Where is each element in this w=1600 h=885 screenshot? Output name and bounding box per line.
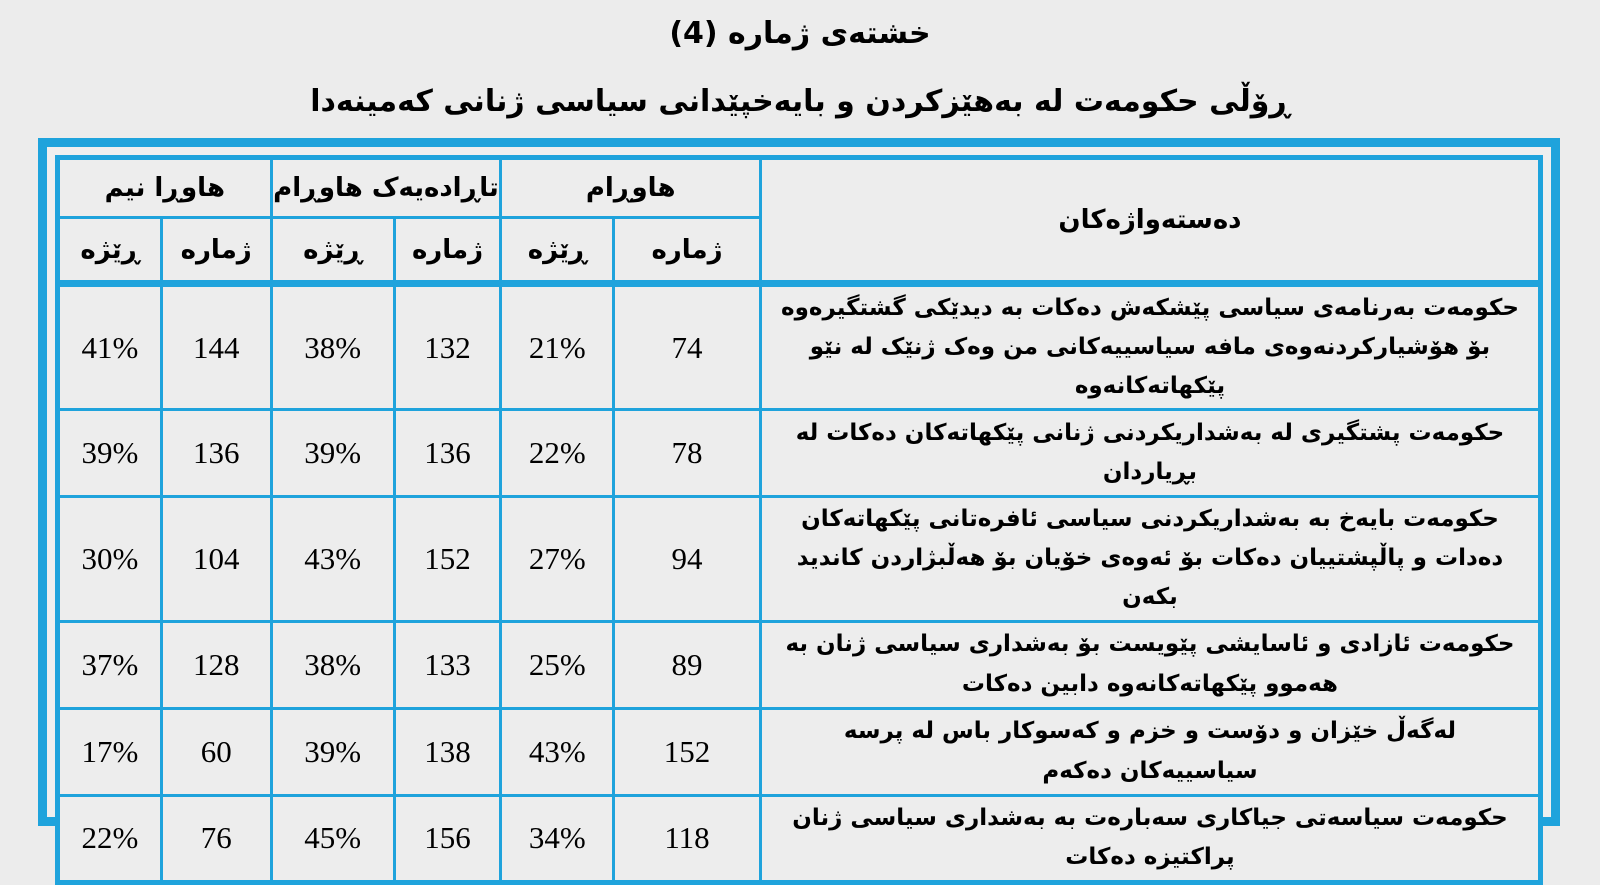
agree-percent-cell: 22% — [501, 410, 614, 497]
table-row — [58, 497, 1541, 621]
disagree-percent-cell: 30% — [58, 497, 162, 621]
agree-percent-cell: 27% — [501, 497, 614, 621]
agree-percent-cell: 43% — [501, 708, 614, 795]
table-row — [58, 284, 1541, 410]
somewhat-percent-cell: 39% — [271, 708, 394, 795]
group-header-disagree: هاوڕا نیم — [58, 158, 272, 218]
agree-count-cell: 89 — [614, 621, 761, 708]
subheader-agree-percent: ڕێژه — [501, 218, 614, 284]
group-header-agree: هاوڕام — [501, 158, 761, 218]
statement-cell: حكومه‌ت ئازادی و ئاسایشی پێویست بۆ به‌شداری سیاسی ژنان به‌ هه‌موو پێكهاته‌كانه‌وه‌ دابین ده‌كات — [760, 621, 1540, 708]
table-row — [58, 621, 1541, 708]
statement-cell: له‌گه‌ڵ خێزان و دۆست و خزم و كه‌سوكار باس له‌ پرسه‌ سیاسییه‌كان ده‌كه‌م — [760, 708, 1540, 795]
somewhat-percent-cell: 38% — [271, 621, 394, 708]
agree-count-cell: 74 — [614, 284, 761, 410]
table-row — [58, 795, 1541, 882]
subheader-somewhat-number: ژماره — [394, 218, 501, 284]
statement-cell: حكومه‌ت پشتگیری له‌ به‌شداریكردنی ژنانی پێكهاته‌كان ده‌كات له‌ بڕیاردان — [760, 410, 1540, 497]
somewhat-percent-cell: 39% — [271, 410, 394, 497]
subheader-somewhat-percent: ڕێژه — [271, 218, 394, 284]
somewhat-count-cell: 136 — [394, 410, 501, 497]
agree-percent-cell: 25% — [501, 621, 614, 708]
disagree-count-cell: 104 — [161, 497, 271, 621]
document-header — [0, 0, 1600, 119]
somewhat-percent-cell: 45% — [271, 795, 394, 882]
disagree-percent-cell: 17% — [58, 708, 162, 795]
table-row — [58, 410, 1541, 497]
statement-cell: حكومه‌ت به‌رنامه‌ی سیاسی پێشكه‌ش ده‌كات به‌ دیدێكی گشتگیره‌وه‌ بۆ هۆشیاركردنه‌وه‌ی مافه‌ سیاسییه‌كانی من وه‌ک ژنێک له‌ نێو پێكهاته‌كانه‌وه‌ — [760, 284, 1540, 410]
table-body — [58, 284, 1541, 883]
agree-count-cell: 152 — [614, 708, 761, 795]
table-header — [58, 158, 1541, 284]
somewhat-count-cell: 156 — [394, 795, 501, 882]
somewhat-count-cell: 133 — [394, 621, 501, 708]
survey-table — [55, 155, 1543, 885]
agree-count-cell: 78 — [614, 410, 761, 497]
somewhat-count-cell: 138 — [394, 708, 501, 795]
subheader-disagree-number: ژماره — [161, 218, 271, 284]
agree-count-cell: 94 — [614, 497, 761, 621]
disagree-percent-cell: 39% — [58, 410, 162, 497]
subheader-agree-number: ژماره — [614, 218, 761, 284]
somewhat-count-cell: 152 — [394, 497, 501, 621]
group-header-row — [58, 158, 1541, 218]
somewhat-percent-cell: 43% — [271, 497, 394, 621]
statement-cell: حكومه‌ت سیاسه‌تی جیاكاری سه‌باره‌ت به‌ به‌شداری سیاسی ژنان پراكتیزه‌ ده‌كات — [760, 795, 1540, 882]
disagree-count-cell: 60 — [161, 708, 271, 795]
agree-percent-cell: 21% — [501, 284, 614, 410]
table-number-title: خشته‌ی ژماره (4) — [669, 16, 931, 51]
survey-table-frame — [38, 138, 1560, 871]
somewhat-percent-cell: 38% — [271, 284, 394, 410]
disagree-count-cell: 128 — [161, 621, 271, 708]
group-header-somewhat-agree: تاڕاده‌یه‌ک هاوڕام — [271, 158, 501, 218]
agree-percent-cell: 34% — [501, 795, 614, 882]
disagree-count-cell: 76 — [161, 795, 271, 882]
agree-count-cell: 118 — [614, 795, 761, 882]
disagree-percent-cell: 22% — [58, 795, 162, 882]
disagree-count-cell: 136 — [161, 410, 271, 497]
statement-cell: حكومه‌ت بایه‌خ به‌ به‌شداریكردنی سیاسی ئافره‌تانی پێكهاته‌كان ده‌دات و پاڵپشتییان ده‌كات بۆ ئه‌وه‌ی خۆیان بۆ هه‌ڵبژاردن كاندید بكه‌ن — [760, 497, 1540, 621]
subheader-disagree-percent: ڕێژه — [58, 218, 162, 284]
disagree-percent-cell: 41% — [58, 284, 162, 410]
table-subtitle: ڕۆڵی حكومه‌ت له‌ به‌هێزكردن و بایه‌خپێدانی سیاسی ژنانی كه‌مینه‌دا — [310, 84, 1290, 119]
somewhat-count-cell: 132 — [394, 284, 501, 410]
statements-column-header: ده‌سته‌واژه‌كان — [760, 158, 1540, 284]
disagree-percent-cell: 37% — [58, 621, 162, 708]
table-row — [58, 708, 1541, 795]
disagree-count-cell: 144 — [161, 284, 271, 410]
